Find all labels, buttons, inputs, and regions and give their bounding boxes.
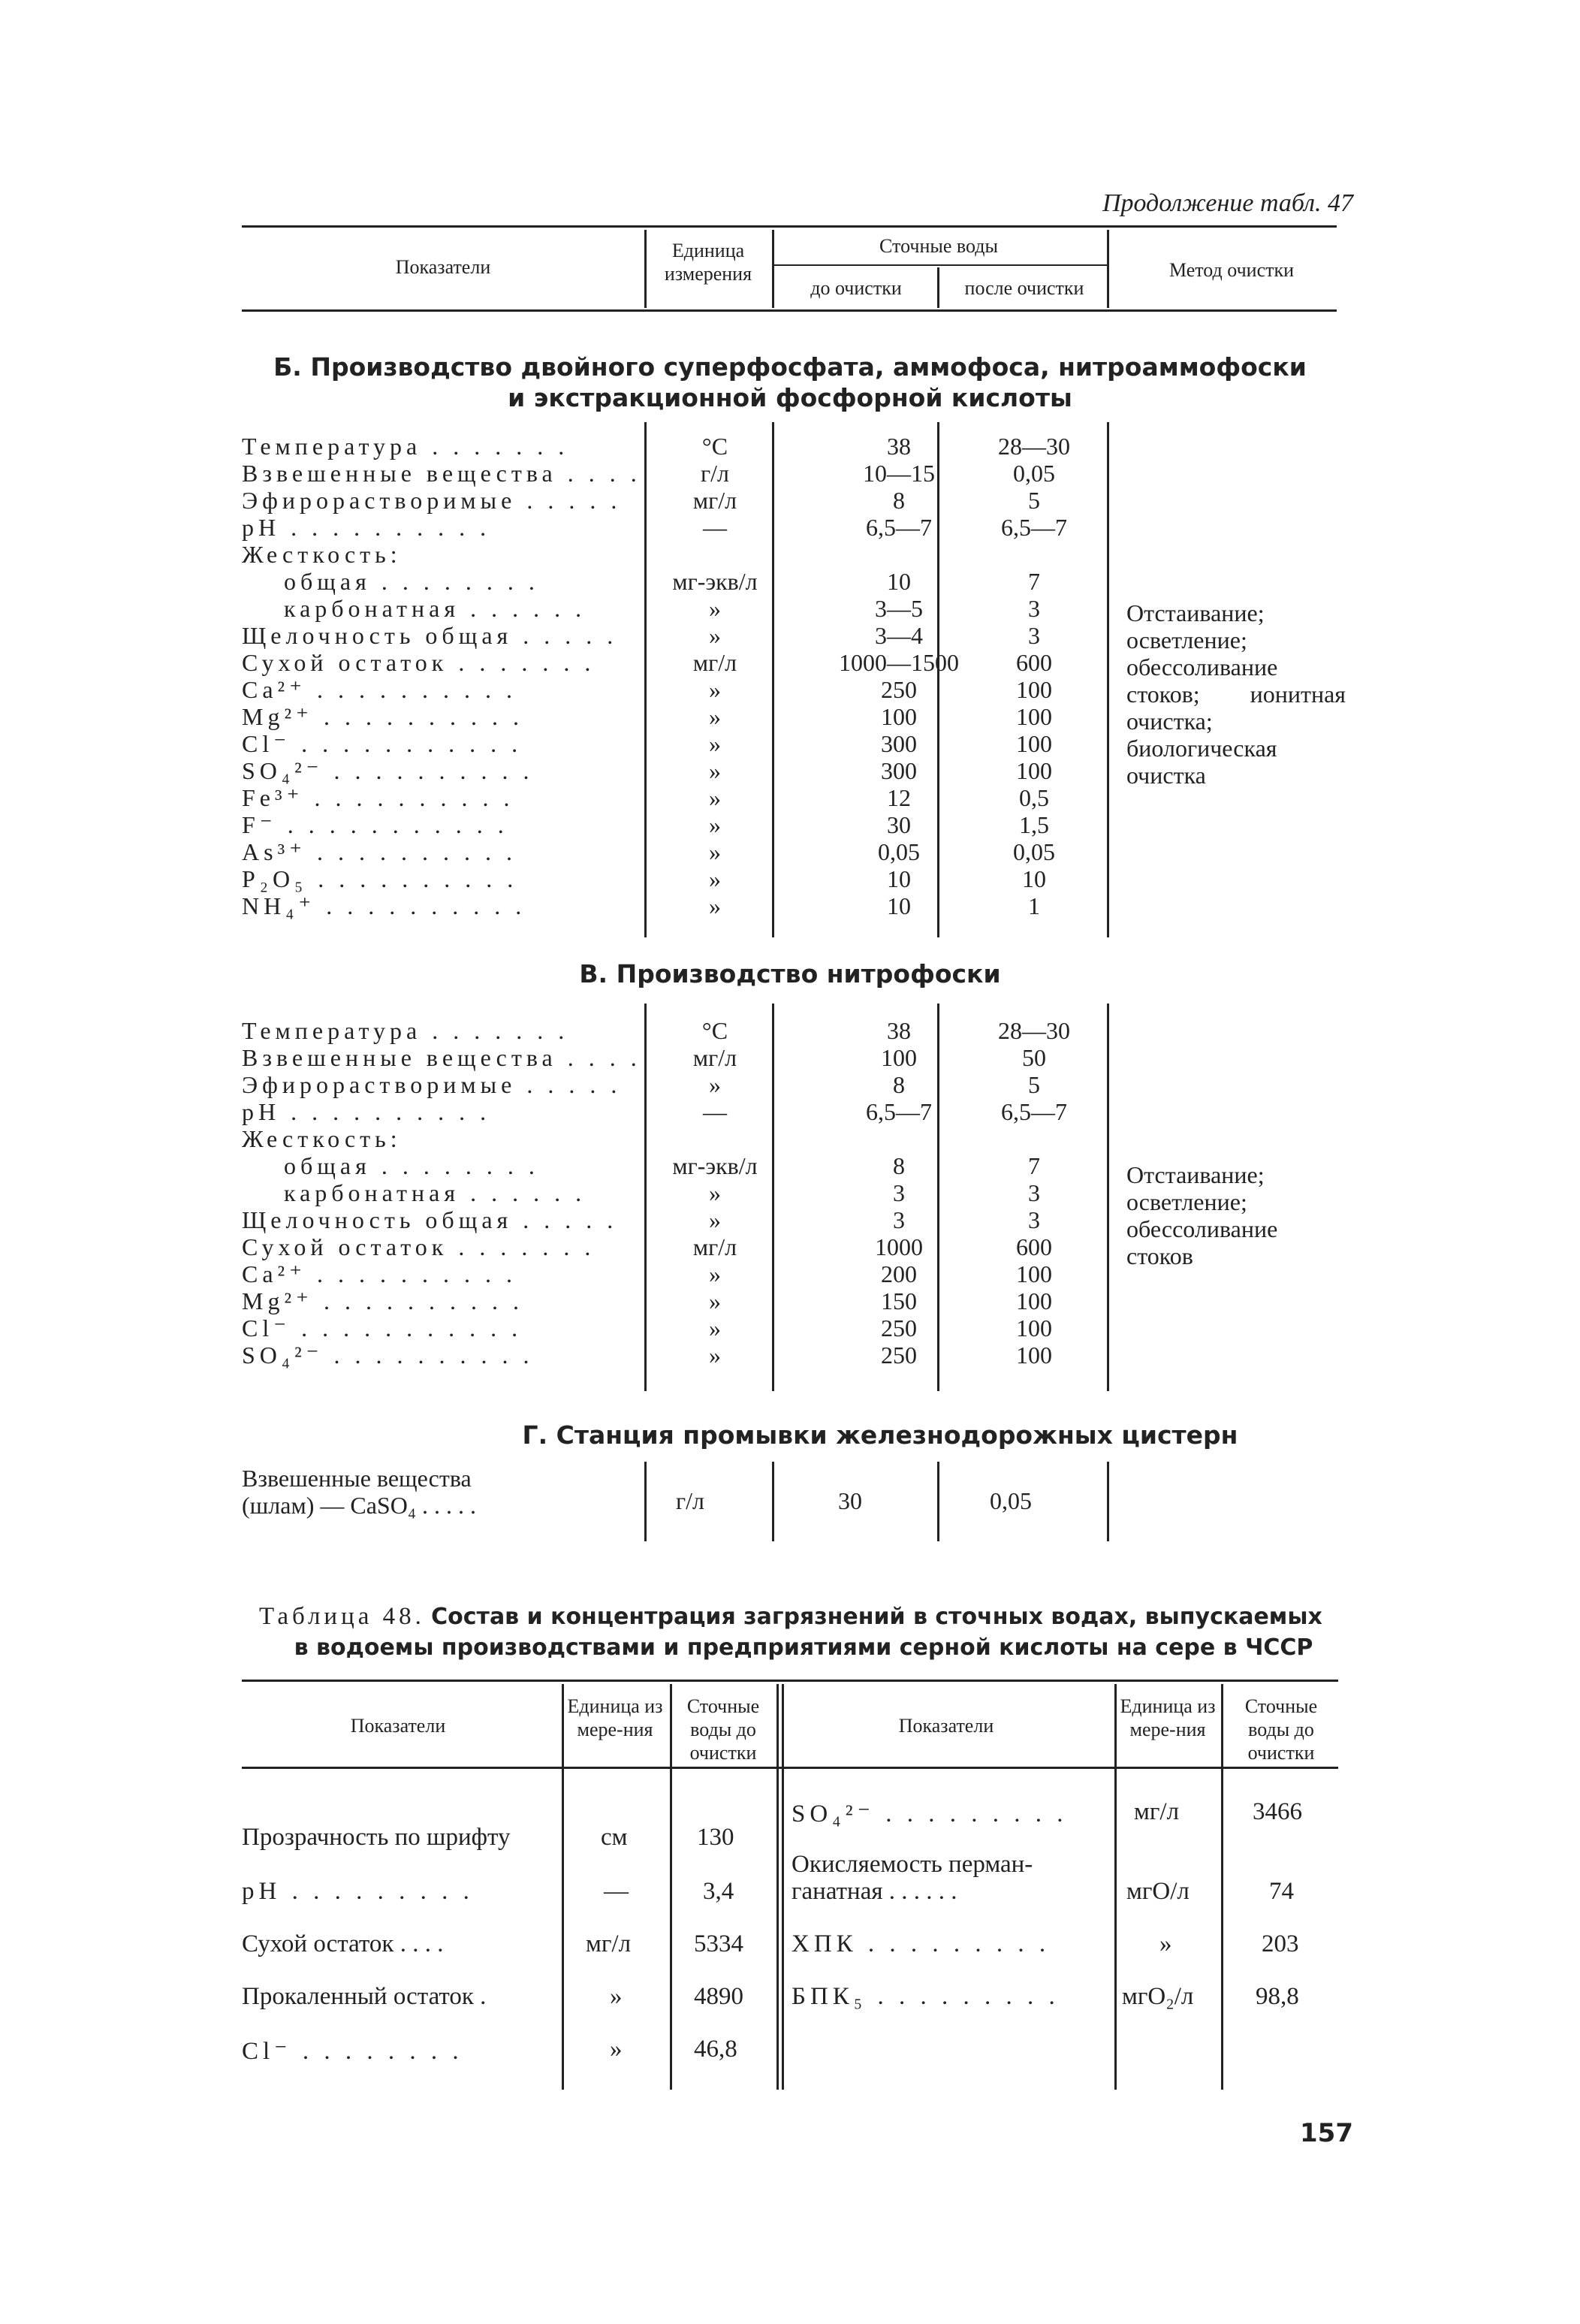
row-after: 5 xyxy=(1028,1071,1040,1098)
row-before: 6,5—7 xyxy=(866,514,932,541)
row-unit: мг/л xyxy=(692,649,737,676)
header-wastewater: Сточные воды xyxy=(879,235,998,257)
t48-left-name: Прозрачность по шрифту xyxy=(242,1824,511,1851)
row-after: 6,5—7 xyxy=(1001,1098,1067,1125)
row-before: 38 xyxy=(887,433,911,460)
row-unit: » xyxy=(709,595,721,622)
row-after: 3 xyxy=(1028,1179,1040,1206)
t48-right-value: 74 xyxy=(1269,1878,1294,1905)
row-after: 7 xyxy=(1028,1152,1040,1179)
row-before: 150 xyxy=(881,1287,917,1314)
row-name: Сухой остаток . . . . . . . xyxy=(242,1233,596,1260)
t48-left-unit: — xyxy=(604,1878,629,1905)
row-name: общая . . . . . . . . xyxy=(242,568,539,595)
row-after: 6,5—7 xyxy=(1001,514,1067,541)
section-g-before: 30 xyxy=(838,1487,862,1514)
row-name: P₂O₅ . . . . . . . . . . xyxy=(242,865,518,892)
row-after: 100 xyxy=(1016,703,1052,730)
row-after: 10 xyxy=(1022,865,1046,892)
header-divider xyxy=(644,230,647,308)
section-g-after: 0,05 xyxy=(990,1487,1032,1514)
t48-right-name: Окисляемость перман- xyxy=(792,1851,1033,1878)
col-divider xyxy=(772,1462,774,1541)
row-name: SO₄²⁻ . . . . . . . . . . xyxy=(242,1342,534,1369)
t48-header-bottom-rule xyxy=(242,1767,1338,1769)
row-before: 8 xyxy=(893,487,905,514)
t48-divider xyxy=(782,1684,784,2090)
row-before: 1000 xyxy=(875,1233,923,1260)
t48-divider xyxy=(776,1684,779,2090)
row-after: 600 xyxy=(1016,1233,1052,1260)
header-divider xyxy=(1107,230,1109,308)
row-before: 100 xyxy=(881,1044,917,1071)
row-name: SO₄²⁻ . . . . . . . . . . xyxy=(242,757,534,784)
header-top-rule xyxy=(242,225,1337,228)
table48-title xyxy=(259,1601,1348,1663)
table48-title-line1: Состав и концентрация загрязнений в сточных водах, выпускаемых xyxy=(431,1604,1322,1630)
row-name: Температура . . . . . . . xyxy=(242,1017,569,1044)
col-divider xyxy=(644,422,647,937)
row-before: 30 xyxy=(887,811,911,838)
t48-divider xyxy=(670,1684,672,2090)
row-before: 3—4 xyxy=(875,622,923,649)
section-b-title xyxy=(0,352,1580,414)
t48-left-value: 5334 xyxy=(694,1930,743,1957)
t48-right-name-cont: ганатная . . . . . . xyxy=(792,1878,957,1905)
row-unit: » xyxy=(709,676,721,703)
row-after: 0,05 xyxy=(1013,460,1055,487)
row-name: Взвешенные вещества . . . . xyxy=(242,460,641,487)
row-name: Температура . . . . . . . xyxy=(242,433,569,460)
section-v-method: Отстаивание; осветление; обессоливание стоков xyxy=(1126,1161,1278,1269)
header-divider xyxy=(772,230,774,308)
t48-h-indicator-right: Показатели xyxy=(898,1715,994,1737)
row-name: Эфирорастворимые . . . . . xyxy=(242,1071,622,1098)
row-before: 3 xyxy=(893,1179,905,1206)
row-unit: °С xyxy=(701,433,728,460)
t48-divider xyxy=(1114,1684,1117,2090)
row-after: 100 xyxy=(1016,1260,1052,1287)
header-divider xyxy=(937,267,939,308)
row-after: 28—30 xyxy=(998,1017,1070,1044)
row-unit: » xyxy=(709,1179,721,1206)
row-before: 300 xyxy=(881,757,917,784)
t48-left-name: Прокаленный остаток . xyxy=(242,1983,487,2010)
section-g-name-line1: Взвешенные вещества xyxy=(242,1465,472,1492)
row-unit: мг-экв/л xyxy=(672,1152,758,1179)
row-name: Жесткость: xyxy=(242,1125,402,1152)
row-after: 50 xyxy=(1022,1044,1046,1071)
continuation-label: Продолжение табл. 47 xyxy=(1102,189,1353,217)
header-after: после очистки xyxy=(964,277,1084,299)
row-name: Сухой остаток . . . . . . . xyxy=(242,649,596,676)
row-after: 100 xyxy=(1016,730,1052,757)
row-before: 12 xyxy=(887,784,911,811)
row-unit: » xyxy=(709,757,721,784)
row-unit: — xyxy=(703,1098,727,1125)
row-after: 100 xyxy=(1016,1314,1052,1342)
row-before: 250 xyxy=(881,1342,917,1369)
row-unit: г/л xyxy=(701,460,729,487)
row-unit: » xyxy=(709,1260,721,1287)
row-unit: — xyxy=(703,514,727,541)
t48-left-value: 4890 xyxy=(694,1983,743,2010)
row-unit: мг/л xyxy=(692,1044,737,1071)
t48-left-unit: » xyxy=(610,1983,623,2010)
t48-h-indicator: Показатели xyxy=(350,1715,446,1737)
t48-right-value: 98,8 xyxy=(1256,1983,1299,2010)
col-divider xyxy=(644,1462,647,1541)
row-name: Щелочность общая . . . . . xyxy=(242,1206,618,1233)
row-name: NH₄⁺ . . . . . . . . . . xyxy=(242,892,526,919)
row-before: 10—15 xyxy=(863,460,935,487)
row-before: 38 xyxy=(887,1017,911,1044)
row-before: 250 xyxy=(881,676,917,703)
header-method: Метод очистки xyxy=(1168,259,1295,281)
t48-right-unit: мг/л xyxy=(1134,1798,1180,1825)
row-after: 5 xyxy=(1028,487,1040,514)
row-before: 8 xyxy=(893,1071,905,1098)
row-after: 3 xyxy=(1028,595,1040,622)
row-after: 100 xyxy=(1016,676,1052,703)
t48-left-value: 3,4 xyxy=(703,1878,734,1905)
row-name: Cl⁻ . . . . . . . . . . . xyxy=(242,730,523,757)
row-name: Взвешенные вещества . . . . xyxy=(242,1044,641,1071)
row-after: 3 xyxy=(1028,622,1040,649)
row-unit: » xyxy=(709,1206,721,1233)
header-indicator: Показатели xyxy=(395,256,491,278)
row-after: 1 xyxy=(1028,892,1040,919)
t48-right-unit: » xyxy=(1159,1930,1172,1957)
row-name: карбонатная . . . . . . xyxy=(242,1179,586,1206)
header-unit: Единица измерения xyxy=(664,240,752,285)
row-after: 0,05 xyxy=(1013,838,1055,865)
row-after: 600 xyxy=(1016,649,1052,676)
row-before: 100 xyxy=(881,703,917,730)
row-unit: » xyxy=(709,838,721,865)
row-before: 10 xyxy=(887,865,911,892)
row-after: 7 xyxy=(1028,568,1040,595)
t48-right-unit: мгО/л xyxy=(1126,1878,1190,1905)
row-before: 1000—1500 xyxy=(839,649,959,676)
row-before: 10 xyxy=(887,892,911,919)
col-divider xyxy=(644,1004,647,1391)
row-unit: » xyxy=(709,865,721,892)
section-g-name-line2: (шлам) — CaSO₄ . . . . . xyxy=(242,1492,476,1519)
row-after: 100 xyxy=(1016,757,1052,784)
row-unit: » xyxy=(709,892,721,919)
header-bottom-rule xyxy=(242,309,1337,312)
t48-right-value: 3466 xyxy=(1253,1798,1302,1825)
row-name: Ca²⁺ . . . . . . . . . . xyxy=(242,676,517,703)
t48-left-unit: см xyxy=(601,1824,628,1851)
row-before: 0,05 xyxy=(878,838,920,865)
row-unit: » xyxy=(709,730,721,757)
row-unit: мг-экв/л xyxy=(672,568,758,595)
row-before: 3 xyxy=(893,1206,905,1233)
t48-left-unit: » xyxy=(610,2036,623,2063)
section-v-title: В. Производство нитрофоски xyxy=(579,959,1001,988)
row-name: Щелочность общая . . . . . xyxy=(242,622,618,649)
row-before: 200 xyxy=(881,1260,917,1287)
row-unit: » xyxy=(709,1071,721,1098)
row-after: 0,5 xyxy=(1019,784,1049,811)
row-name: общая . . . . . . . . xyxy=(242,1152,539,1179)
row-name: Fe³⁺ . . . . . . . . . . xyxy=(242,784,514,811)
t48-right-name: БПК₅ . . . . . . . . . xyxy=(792,1983,1060,2010)
row-unit: » xyxy=(709,1314,721,1342)
row-unit: » xyxy=(709,811,721,838)
page-number: 157 xyxy=(1300,2118,1353,2148)
row-after: 100 xyxy=(1016,1342,1052,1369)
t48-left-unit: мг/л xyxy=(586,1930,632,1957)
row-name: Ca²⁺ . . . . . . . . . . xyxy=(242,1260,517,1287)
col-divider xyxy=(1107,1462,1109,1541)
header-mid-rule xyxy=(773,264,1108,266)
row-name: Жесткость: xyxy=(242,541,402,568)
row-after: 3 xyxy=(1028,1206,1040,1233)
row-name: As³⁺ . . . . . . . . . . xyxy=(242,838,517,865)
t48-h-unit-right: Единица измере-ния xyxy=(1120,1695,1216,1741)
row-before: 8 xyxy=(893,1152,905,1179)
row-before: 300 xyxy=(881,730,917,757)
row-unit: °С xyxy=(701,1017,728,1044)
row-before: 250 xyxy=(881,1314,917,1342)
row-after: 100 xyxy=(1016,1287,1052,1314)
row-name: Mg²⁺ . . . . . . . . . . xyxy=(242,703,523,730)
row-name: F⁻ . . . . . . . . . . . xyxy=(242,811,508,838)
section-b-title-line2: и экстракционной фосфорной кислоты xyxy=(508,383,1072,413)
row-name: Эфирорастворимые . . . . . xyxy=(242,487,622,514)
row-unit: » xyxy=(709,1287,721,1314)
t48-h-water-right: Сточные воды до очистки xyxy=(1244,1695,1318,1764)
t48-h-water: Сточные воды до очистки xyxy=(686,1695,760,1764)
row-name: рН . . . . . . . . . . xyxy=(242,514,491,541)
row-name: карбонатная . . . . . . xyxy=(242,595,586,622)
col-divider xyxy=(937,1462,939,1541)
row-name: рН . . . . . . . . . . xyxy=(242,1098,491,1125)
section-g-unit: г/л xyxy=(676,1487,704,1514)
t48-right-unit: мгO₂/л xyxy=(1122,1983,1194,2010)
t48-right-value: 203 xyxy=(1262,1930,1299,1957)
t48-left-name: Сухой остаток . . . . xyxy=(242,1930,444,1957)
table48-label: Таблица 48. xyxy=(259,1603,425,1630)
row-before: 10 xyxy=(887,568,911,595)
row-before: 6,5—7 xyxy=(866,1098,932,1125)
t48-left-name: рН . . . . . . . . . xyxy=(242,1878,474,1905)
row-unit: » xyxy=(709,703,721,730)
row-name: Cl⁻ . . . . . . . . . . . xyxy=(242,1314,523,1342)
row-after: 28—30 xyxy=(998,433,1070,460)
section-b-method: Отстаивание; осветление; обессоливание стоков; ионитная очистка; биологическая очистка xyxy=(1126,599,1346,789)
row-unit: мг/л xyxy=(692,1233,737,1260)
table48-title-line2: в водоемы производствами и предприятиями серной кислоты на сере в ЧССР xyxy=(294,1634,1313,1661)
t48-left-name: Cl⁻ . . . . . . . . xyxy=(242,2038,463,2065)
t48-divider xyxy=(562,1684,564,2090)
t48-h-unit: Единица измере-ния xyxy=(567,1695,663,1741)
section-g-title: Г. Станция промывки железнодорожных цистерн xyxy=(522,1420,1238,1450)
row-after: 1,5 xyxy=(1019,811,1049,838)
t48-left-value: 130 xyxy=(697,1824,734,1851)
row-unit: » xyxy=(709,784,721,811)
section-b-title-line1: Б. Производство двойного суперфосфата, аммофоса, нитроаммофоски xyxy=(273,352,1307,382)
header-before: до очистки xyxy=(810,277,902,299)
row-unit: » xyxy=(709,1342,721,1369)
t48-divider xyxy=(1221,1684,1223,2090)
row-before: 3—5 xyxy=(875,595,923,622)
row-unit: » xyxy=(709,622,721,649)
t48-right-name: SO₄²⁻ . . . . . . . . . xyxy=(792,1800,1068,1828)
t48-left-value: 46,8 xyxy=(694,2036,737,2063)
row-unit: мг/л xyxy=(692,487,737,514)
t48-right-name: ХПК . . . . . . . . . xyxy=(792,1930,1051,1957)
t48-top-rule xyxy=(242,1680,1338,1682)
row-name: Mg²⁺ . . . . . . . . . . xyxy=(242,1287,523,1314)
